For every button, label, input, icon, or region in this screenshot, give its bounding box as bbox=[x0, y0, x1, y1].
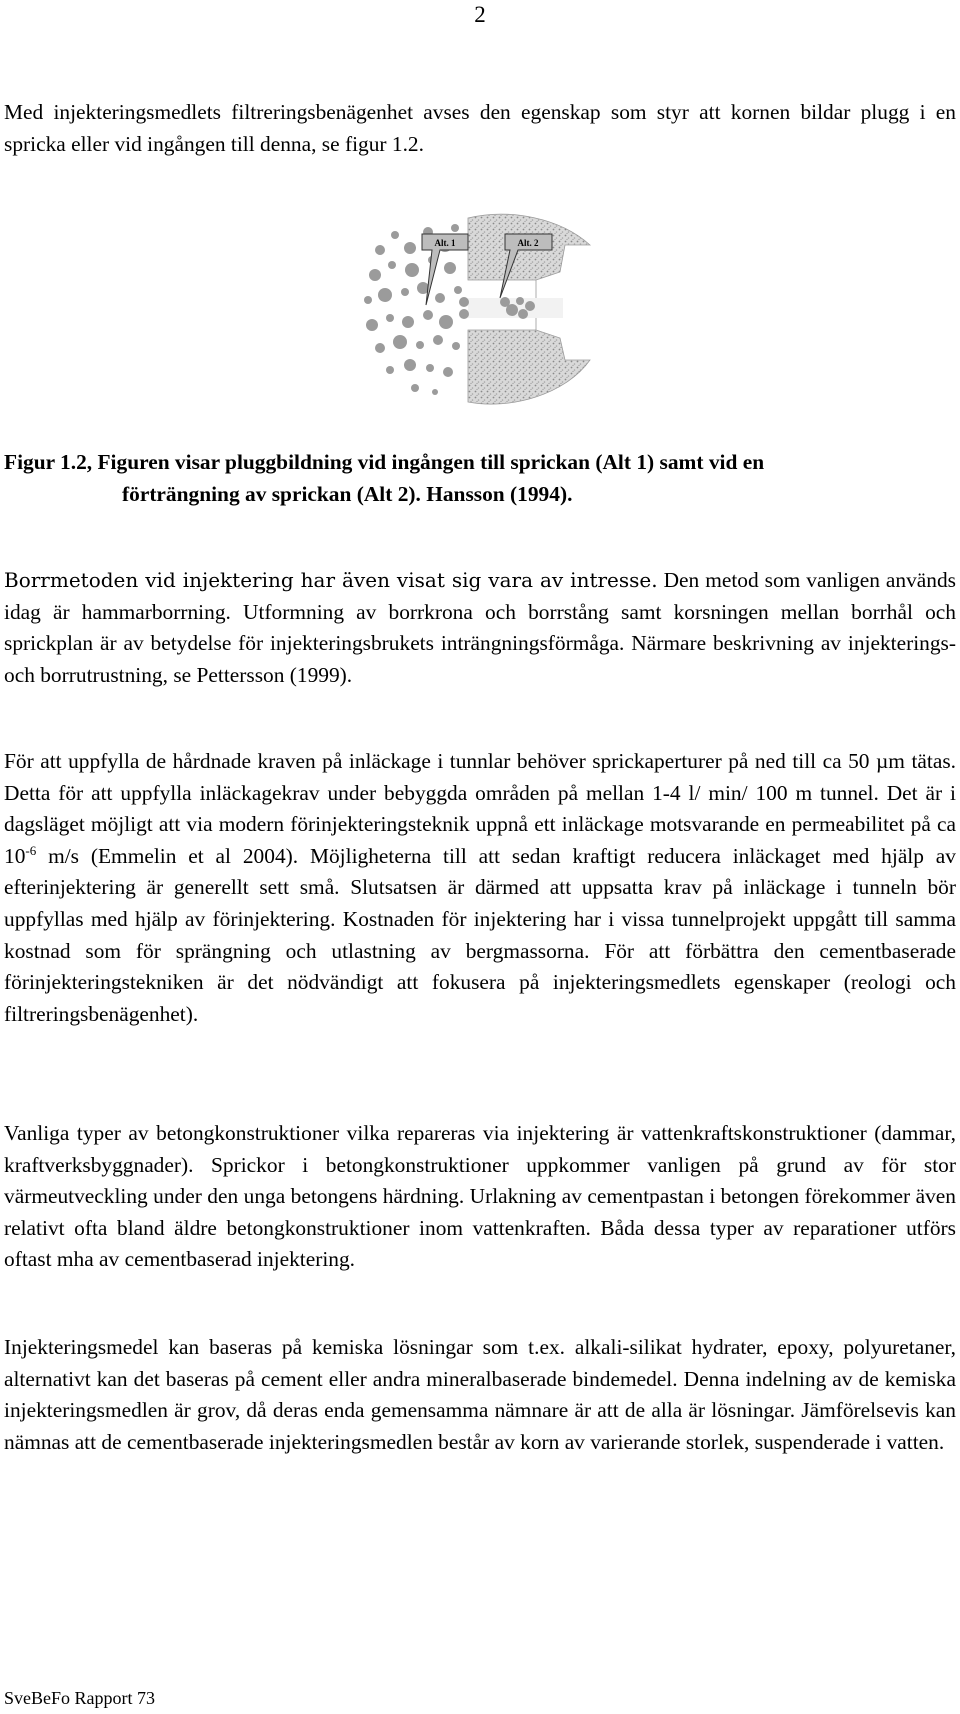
paragraph-concrete: Vanliga typer av betongkonstruktioner vilka repareras via injektering är vattenkraftskonstruktioner (dammar, kraftverksbyggnader). Sprickor i betongkonstruktioner uppkommer vanligen på grund av för stor värmeutveckling under den unga betongens härdning. Urlakning av cementpastan i betongen förekommer även relativt ofta bland äldre betongkonstruktioner inom vattenkraften. Båda dessa typer av reparationer utförs oftast mha av cementbaserad injektering. bbox=[4, 1121, 956, 1272]
paragraph-leakage-part-1: För att uppfylla de hårdnade kraven på inläckage i tunnlar behöver sprickaperturer på ned till ca 50 µm tätas. Detta för att uppfylla inläckagekrav under bebyggda områden på mellan 1-4 l/ min/ 100 m tunnel. Det är i dagsläget möjligt att via modern förinjekteringsteknik uppnå ett inläckage motsvarande en permeabilitet på ca 10 bbox=[4, 749, 956, 868]
caption-line-1: Figur 1.2, Figuren visar pluggbildning vid ingången till sprickan (Alt 1) samt vid en bbox=[4, 450, 765, 474]
paragraph-drilling-part-2: Den metod som vanligen används idag är hammarborrning. Utformning av borrkrona och borrstång samt korsningen mellan borrhål och sprickplan är av betydelse för injekteringsbrukets inträngningsförmåga. Närmare beskrivning av injekterings- och borrutrustning, se Pettersson (1999). bbox=[4, 568, 957, 687]
figure-caption bbox=[4, 447, 956, 510]
page-number: 2 bbox=[474, 2, 486, 27]
paragraph-drilling-part-1: Borrmetoden vid injektering har även visat sig vara av intresse. bbox=[4, 568, 658, 592]
paragraph-grout-types: Injekteringsmedel kan baseras på kemiska lösningar som t.ex. alkali-silikat hydrater, epoxy, polyuretaner, alternativt kan det baseras på cement eller andra mineralbaserade bindemedel. Denna indelning av de kemiska injekteringsmedlen är grov, då deras enda gemensamma nämnare är att de alla är lösningar. Jämförelsevis kan nämnas att de cementbaserade injekteringsmedlen består av korn av varierande storlek, suspenderade i vatten. bbox=[4, 1335, 956, 1454]
paragraph-leakage-part-2: m/s (Emmelin et al 2004). Möjligheterna till att sedan kraftigt reducera inläckaget med hjälp av efterinjektering är generellt sett små. Slutsatsen är därmed att uppsatta krav på inläckage i tunneln bör uppfyllas med hjälp av förinjektering. Kostnaden för injektering har i vissa tunnelprojekt uppgått till samma kostnad som för sprängning och utlastning av bergmassorna. För att förbättra den cementbaserade förinjekteringstekniken är det nödvändigt att fokusera på injekteringsmedlets egenskaper (reologi och filtreringsbenägenhet). bbox=[4, 843, 956, 1026]
paragraph-drilling bbox=[4, 565, 956, 691]
caption-line-2: förträngning av sprickan (Alt 2). Hansson (1994). bbox=[122, 481, 573, 506]
alt1-label: Alt. 1 bbox=[434, 238, 456, 248]
plug-formation-figure bbox=[360, 210, 610, 410]
intro-paragraph: Med injekteringsmedlets filtreringsbenägenhet avses den egenskap som styr att kornen bildar plugg i en spricka eller vid ingången till denna, se figur 1.2. bbox=[4, 100, 956, 156]
alt2-label: Alt. 2 bbox=[517, 238, 539, 248]
paragraph-leakage bbox=[4, 746, 956, 1030]
page-footer: SveBeFo Rapport 73 bbox=[4, 1688, 155, 1708]
permeability-exponent: -6 bbox=[25, 842, 37, 858]
